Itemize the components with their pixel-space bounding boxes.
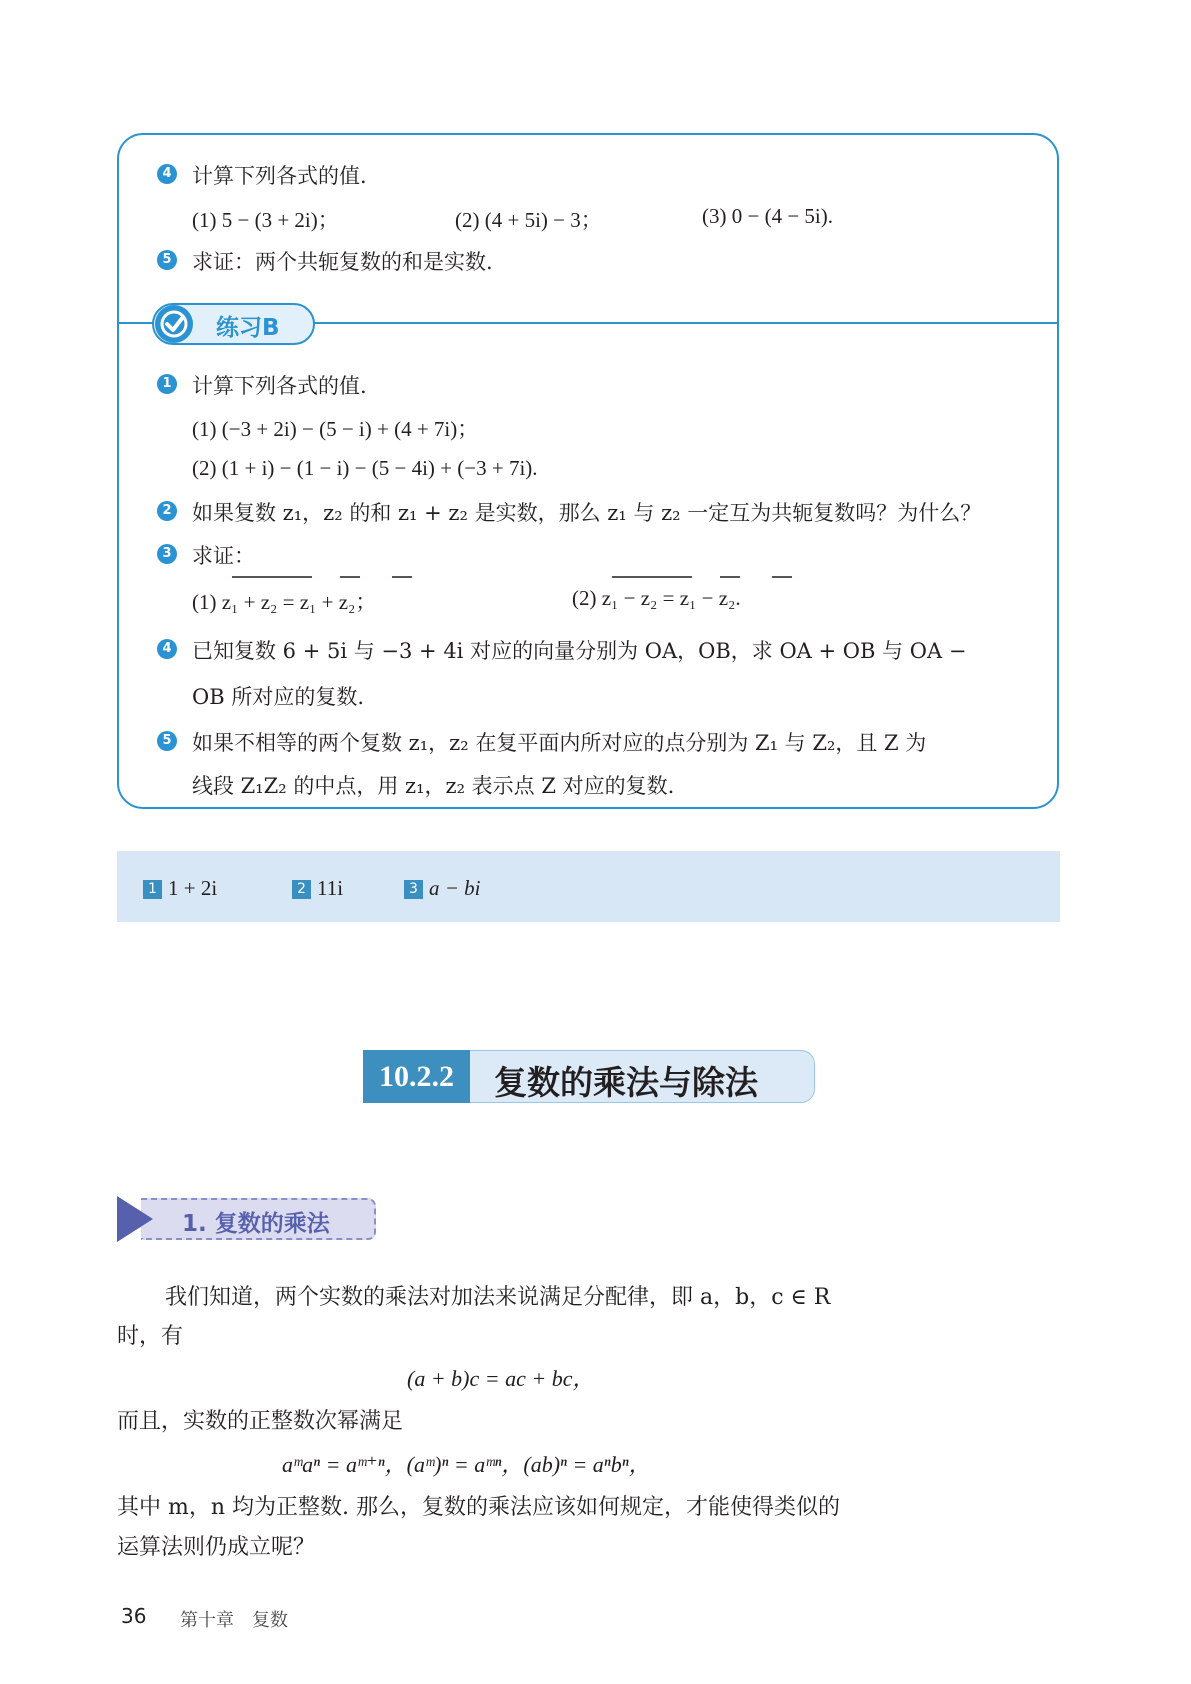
answer-text: 1 + 2i — [168, 876, 218, 900]
practice-b-q1 — [162, 370, 367, 400]
question-number: 4 — [157, 164, 177, 184]
practice-b-q2 — [162, 497, 982, 527]
question-number: 2 — [157, 501, 177, 521]
paragraph-3-line1: 其中 m，n 均为正整数. 那么，复数的乘法应该如何规定，才能使得类似的 — [117, 1495, 841, 1520]
question-text: 计算下列各式的值. — [192, 374, 367, 398]
exercise-a-q4-part3: (3) 0 − (4 − 5i). — [702, 204, 833, 228]
checkmark-icon — [155, 305, 193, 343]
question-text: 求证：两个共轭复数的和是实数. — [192, 250, 493, 274]
triangle-icon — [117, 1196, 153, 1242]
practice-b-q4 — [162, 635, 967, 665]
chapter-label: 第十章 复数 — [180, 1610, 288, 1631]
answer-1 — [143, 876, 217, 901]
exercise-a-q4-part2: (2) (4 + 5i) − 3； — [455, 208, 602, 232]
question-number: 1 — [157, 374, 177, 394]
practice-b-label: 练习B — [216, 315, 280, 341]
question-number: 5 — [157, 250, 177, 270]
section-title: 复数的乘法与除法 — [494, 1063, 758, 1102]
page-number: 36 — [121, 1604, 147, 1628]
practice-b-q5 — [162, 727, 927, 757]
answer-number: 2 — [292, 880, 311, 899]
paragraph-2: 而且，实数的正整数次幂满足 — [117, 1409, 404, 1434]
section-number: 10.2.2 — [363, 1050, 470, 1103]
answer-3 — [404, 876, 481, 901]
formula-distributive: (a + b)c = ac + bc， — [407, 1366, 595, 1391]
practice-b-q3-part1: (1) z₁ + z₂ = z₁ + z₂； — [192, 590, 377, 614]
answer-2 — [292, 876, 343, 901]
practice-b-q1-part1: (1) (−3 + 2i) − (5 − i) + (4 + 7i)； — [192, 417, 479, 441]
question-text: 求证： — [192, 544, 255, 568]
subsection-title: 1. 复数的乘法 — [182, 1211, 330, 1237]
answer-number: 3 — [404, 880, 423, 899]
question-text: 已知复数 6 + 5i 与 −3 + 4i 对应的向量分别为 OA，OB，求 OA + OB 与 OA − — [192, 639, 967, 663]
question-text: 如果不相等的两个复数 z₁，z₂ 在复平面内所对应的点分别为 Z₁ 与 Z₂，且 Z 为 — [192, 731, 927, 755]
question-number: 5 — [157, 731, 177, 751]
question-text: 计算下列各式的值. — [192, 164, 367, 188]
answers-band — [117, 851, 1060, 922]
paragraph-1-line1: 我们知道，两个实数的乘法对加法来说满足分配律，即 a，b，c ∈ R — [165, 1285, 831, 1310]
practice-b-q3-part2: (2) z₁ − z₂ = z₁ − z₂. — [572, 586, 741, 610]
practice-b-q5-line2: 线段 Z₁Z₂ 的中点，用 z₁，z₂ 表示点 Z 对应的复数. — [192, 774, 675, 798]
question-text: 如果复数 z₁，z₂ 的和 z₁ + z₂ 是实数，那么 z₁ 与 z₂ 一定互为共轭复数吗？为什么？ — [192, 501, 982, 525]
practice-b-q1-part2: (2) (1 + i) − (1 − i) − (5 − 4i) + (−3 + 7i). — [192, 456, 538, 480]
answer-text: 11i — [317, 876, 344, 900]
exercise-a-q4-part1: (1) 5 − (3 + 2i)； — [192, 208, 339, 232]
answer-number: 1 — [143, 880, 162, 899]
practice-b-q4-line2: OB 所对应的复数. — [192, 685, 364, 709]
practice-b-q3 — [162, 540, 255, 570]
answer-text: a − bi — [429, 876, 481, 900]
question-number: 4 — [157, 639, 177, 659]
question-number: 3 — [157, 544, 177, 564]
paragraph-1-line2: 时，有 — [117, 1324, 184, 1349]
exercise-a-q4 — [162, 160, 367, 190]
conjugate-bars — [230, 573, 820, 583]
exercise-a-q5 — [162, 246, 493, 276]
formula-powers: aᵐaⁿ = aᵐ⁺ⁿ，(aᵐ)ⁿ = aᵐⁿ，(ab)ⁿ = aⁿbⁿ， — [282, 1452, 651, 1477]
paragraph-3-line2: 运算法则仍成立呢？ — [117, 1535, 316, 1560]
